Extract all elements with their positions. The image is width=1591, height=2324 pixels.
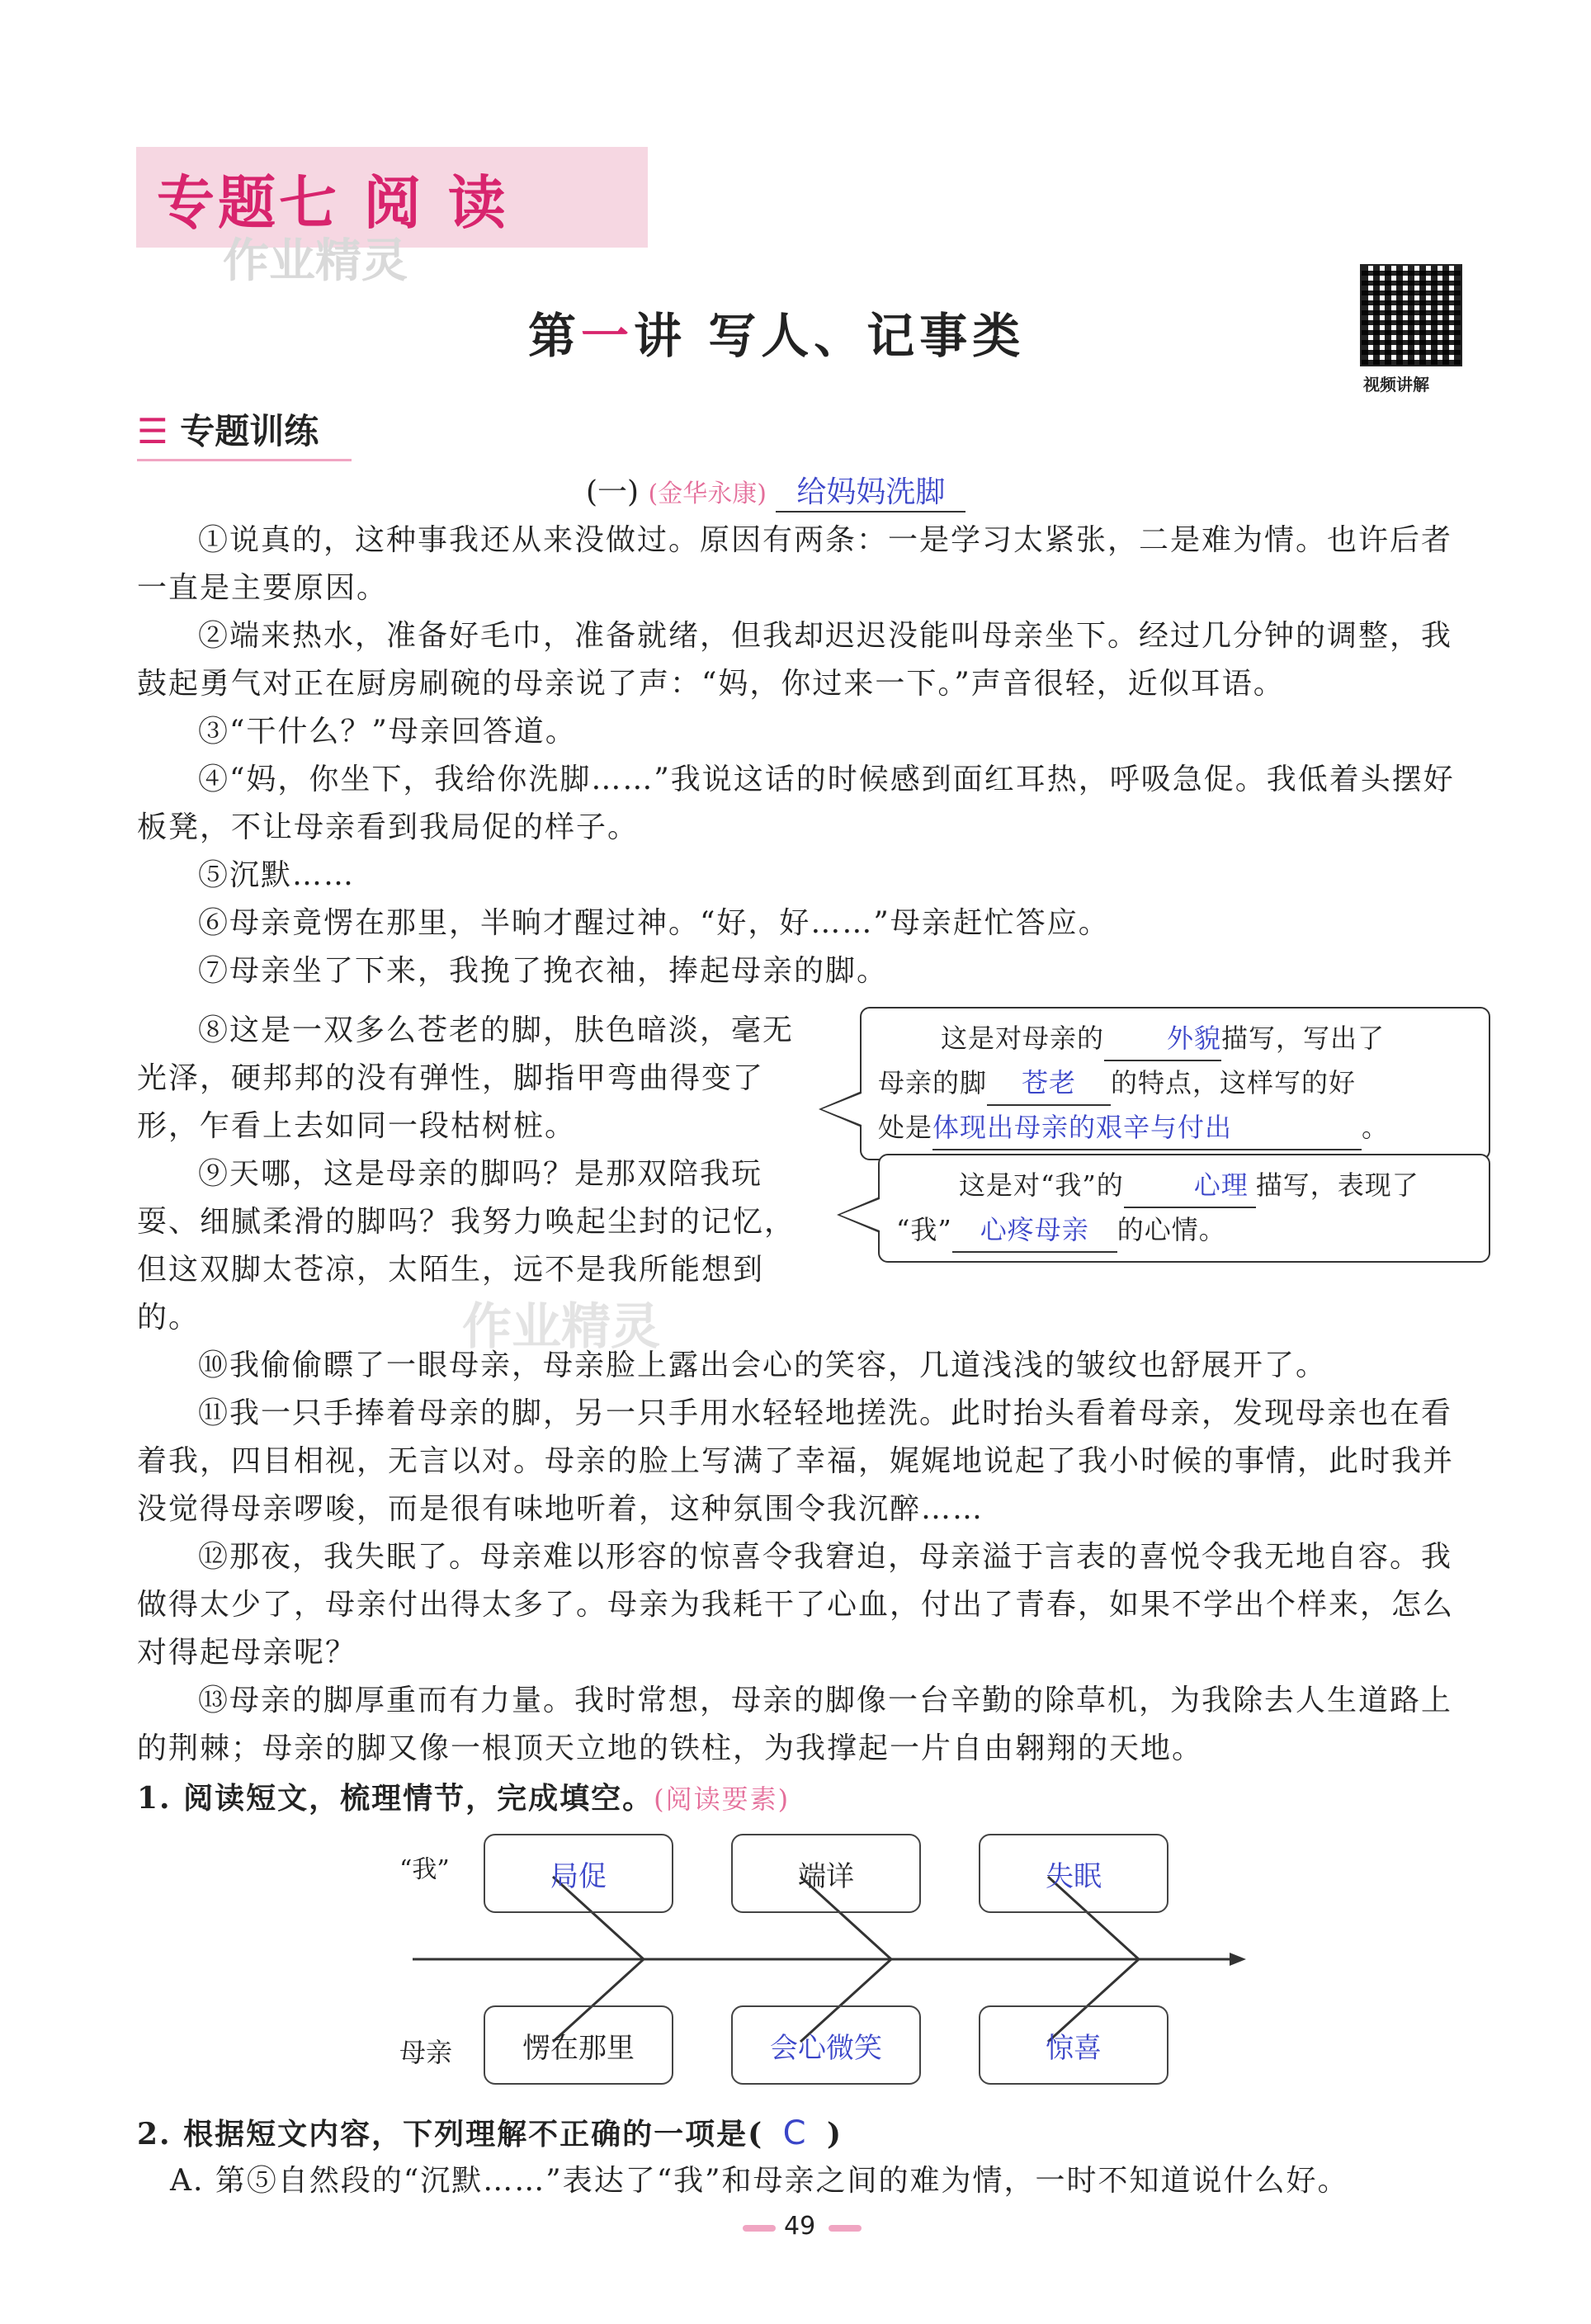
lecture-title	[528, 297, 1025, 366]
watermark: 作业精灵	[223, 234, 408, 288]
watermark-mid: 作业精灵	[462, 1298, 660, 1356]
lecture-name: 讲 写人、记事类	[634, 308, 1026, 364]
box-me-1: 局促	[484, 1834, 673, 1913]
box-mother-1: 愣在那里	[484, 2005, 673, 2085]
question-2	[137, 2109, 843, 2159]
label-me: “我”	[399, 1855, 450, 1884]
question-2-option-a: A. 第⑤自然段的“沉默……”表达了“我”和母亲之间的难为情，一时不知道说什么好。	[170, 2164, 1349, 2198]
callout1-pointer-fill	[822, 1094, 862, 1125]
lecture-number: 一	[581, 308, 635, 364]
callout2-text-4: 的心情。	[1117, 1214, 1226, 1245]
label-mother: 母亲	[399, 2037, 453, 2068]
question-2-stem: 2. 根据短文内容，下列理解不正确的一项是(	[137, 2117, 764, 2152]
paragraph-5: ⑤沉默……	[198, 858, 356, 892]
question-2-close: )	[827, 2117, 843, 2152]
answer-psychology: 心理	[1124, 1164, 1256, 1208]
question-2-answer: C	[782, 2114, 808, 2152]
passage-source: (金华永康)	[648, 479, 767, 508]
answer-benefit: 体现出母亲的艰辛与付出	[932, 1106, 1362, 1150]
question-1	[137, 1774, 790, 1823]
paragraph-8: ⑧这是一双多么苍老的脚，肤色暗淡，毫无光泽，硬邦邦的没有弹性，脚指甲弯曲得变了形，乍看上去如同一段枯树桩。	[137, 1013, 795, 1143]
passage-title-answer: 给妈妈洗脚	[776, 469, 965, 513]
section-title	[137, 404, 319, 454]
answer-appearance: 外貌	[1104, 1017, 1221, 1061]
question-1-stem: 1. 阅读短文，梳理情节，完成填空。	[137, 1781, 654, 1816]
answer-old: 苍老	[987, 1061, 1111, 1106]
callout1-text-4: 的特点，这样写的好	[1111, 1067, 1357, 1098]
paragraph-9: ⑨天哪，这是母亲的脚吗？是那双陪我玩耍、细腻柔滑的脚吗？我努力唤起尘封的记忆，但这双脚太苍凉，太陌生，远不是我所能想到的。	[137, 1157, 796, 1334]
callout1-text-1: 这是对母亲的	[941, 1023, 1105, 1054]
section-title-text: 专题训练	[180, 411, 319, 451]
paragraph-4: ④“妈，你坐下，我给你洗脚……”我说这话的时候感到面红耳热，呼吸急促。我低着头摆好板凳，不让母亲看到我局促的样子。	[137, 763, 1455, 844]
passage-body-top	[137, 517, 1457, 995]
box-mother-2: 会心微笑	[731, 2005, 921, 2085]
callout1-text-5: 处是	[878, 1112, 933, 1143]
callout1-text-2: 描写，写出了	[1221, 1023, 1386, 1054]
paragraph-13: ⑬母亲的脚厚重而有力量。我时常想，母亲的脚像一台辛勤的除草机，为我除去人生道路上的荆棘；母亲的脚又像一根顶天立地的铁柱，为我撑起一片自由翱翔的天地。	[137, 1684, 1453, 1765]
callout2-text-2: 描写，表现了	[1255, 1169, 1419, 1201]
box-me-2: 端详	[731, 1834, 921, 1913]
footer-dash-left	[743, 2225, 776, 2232]
paragraph-2: ②端来热水，准备好毛巾，准备就绪，但我却迟迟没能叫母亲坐下。经过几分钟的调整，我鼓起勇气对正在厨房刷碗的母亲说了声：“妈，你过来一下。”声音很轻，近似耳语。	[137, 619, 1453, 701]
question-1-tag: (阅读要素)	[654, 1783, 791, 1815]
callout2-text-1: 这是对“我”的	[959, 1169, 1124, 1201]
qr-label: 视频讲解	[1363, 375, 1429, 394]
box-mother-3: 惊喜	[979, 2005, 1168, 2085]
paragraph-1: ①说真的，这种事我还从来没做过。原因有两条：一是学习太紧张，二是难为情。也许后者一直是主要原因。	[137, 523, 1453, 605]
section-underline	[137, 459, 352, 461]
footer-dash-right	[829, 2225, 862, 2232]
paragraph-6: ⑥母亲竟愣在那里，半晌才醒过神。“好，好……”母亲赶忙答应。	[198, 906, 1110, 940]
qr-code-icon[interactable]	[1360, 264, 1462, 366]
box-me-3: 失眠	[979, 1834, 1168, 1913]
paragraph-11: ⑪我一只手捧着母亲的脚，另一只手用水轻轻地搓洗。此时抬头看着母亲，发现母亲也在看着我，四目相视，无言以对。母亲的脸上写满了幸福，娓娓地说起了我小时候的事情，此时我并没觉得母亲啰唆，而是很有味地听着，这种氛围令我沉醉……	[137, 1396, 1455, 1526]
callout2-pointer-fill	[840, 1199, 880, 1230]
notebook-icon: ☰	[137, 411, 168, 451]
answer-feeling: 心疼母亲	[952, 1208, 1117, 1253]
arrow-head-icon	[1230, 1953, 1246, 1966]
annotation-box-psychology	[878, 1154, 1490, 1263]
callout1-text-6: 。	[1362, 1112, 1390, 1143]
paragraph-12: ⑫那夜，我失眠了。母亲难以形容的惊喜令我窘迫，母亲溢于言表的喜悦令我无地自容。我做得太少了，母亲付出得太多了。母亲为我耗干了心血，付出了青春，如果不学出个样来，怎么对得起母亲呢？	[137, 1540, 1455, 1670]
paragraph-7: ⑦母亲坐了下来，我挽了挽衣袖，捧起母亲的脚。	[198, 954, 889, 988]
paragraph-3: ③“干什么？”母亲回答道。	[198, 715, 577, 749]
callout1-text-3: 母亲的脚	[878, 1067, 988, 1098]
passage-heading	[586, 469, 965, 513]
annotation-box-appearance	[860, 1007, 1490, 1160]
callout2-text-3: “我”	[896, 1214, 952, 1245]
passage-body-bottom	[137, 1342, 1457, 1773]
passage-number: (一)	[586, 475, 640, 509]
paragraph-10: ⑩我偷偷瞟了一眼母亲，母亲脸上露出会心的笑容，几道浅浅的皱纹也舒展开了。	[198, 1349, 1328, 1382]
lecture-prefix: 第	[528, 308, 582, 364]
page-number: 49	[784, 2212, 816, 2241]
topic-title: 专题七 阅 读	[157, 169, 509, 237]
